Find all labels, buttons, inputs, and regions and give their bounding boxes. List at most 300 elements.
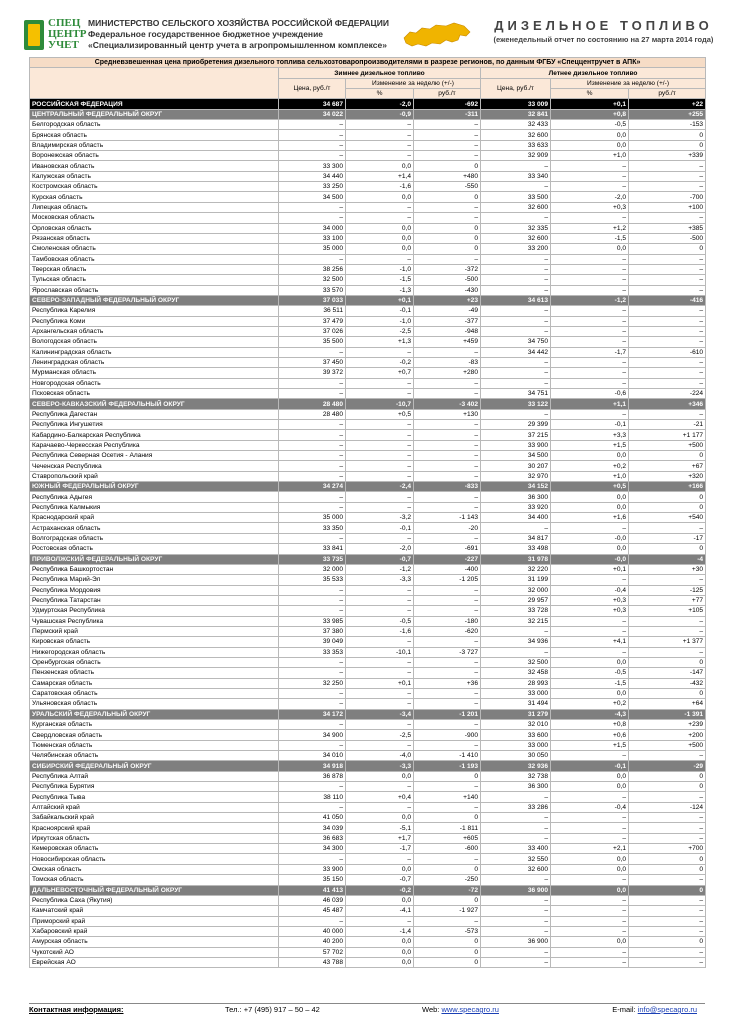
summer-price: 30 207 bbox=[481, 461, 551, 471]
table-row bbox=[30, 906, 706, 916]
org-line-2: Федеральное государственное бюджетное учреждение bbox=[88, 29, 324, 39]
summer-change-rub: 0 bbox=[629, 544, 706, 554]
summer-change-rub: – bbox=[629, 957, 706, 967]
summer-change-pct: +1,5 bbox=[551, 740, 629, 750]
winter-price: – bbox=[279, 782, 346, 792]
summer-price: 31 978 bbox=[481, 554, 551, 564]
summer-price: – bbox=[481, 306, 551, 316]
winter-price: – bbox=[279, 451, 346, 461]
summer-price: 33 500 bbox=[481, 192, 551, 202]
summer-price: – bbox=[481, 906, 551, 916]
summer-change-rub: – bbox=[629, 906, 706, 916]
summer-price: – bbox=[481, 823, 551, 833]
winter-change-pct: -1,0 bbox=[346, 316, 414, 326]
winter-change-pct: – bbox=[346, 595, 414, 605]
summer-price: 30 050 bbox=[481, 751, 551, 761]
winter-change-pct: – bbox=[346, 699, 414, 709]
table-row bbox=[30, 585, 706, 595]
district-row bbox=[30, 109, 706, 119]
region-name: Свердловская область bbox=[30, 730, 279, 740]
summer-price: 34 442 bbox=[481, 347, 551, 357]
region-name: Костромская область bbox=[30, 182, 279, 192]
email-link[interactable]: info@specagro.ru bbox=[637, 1005, 697, 1014]
district-row bbox=[30, 295, 706, 305]
table-row bbox=[30, 957, 706, 967]
winter-change-rub: -500 bbox=[414, 275, 481, 285]
winter-change-pct: – bbox=[346, 471, 414, 481]
summer-price: – bbox=[481, 833, 551, 843]
winter-change-rub: -83 bbox=[414, 357, 481, 367]
summer-change-pct: -0,0 bbox=[551, 533, 629, 543]
winter-price: 34 022 bbox=[279, 109, 346, 119]
winter-price: 34 039 bbox=[279, 823, 346, 833]
summer-change-rub: 0 bbox=[629, 451, 706, 461]
summer-change-pct: -2,0 bbox=[551, 192, 629, 202]
summer-price: 36 900 bbox=[481, 885, 551, 895]
region-name: Московская область bbox=[30, 213, 279, 223]
org-line-3: «Специализированный центр учета в агропромышленном комплексе» bbox=[88, 40, 387, 50]
table-row bbox=[30, 420, 706, 430]
winter-change-rub: -600 bbox=[414, 844, 481, 854]
summer-change-rub: 0 bbox=[629, 937, 706, 947]
summer-change-pct: +0,3 bbox=[551, 595, 629, 605]
summer-price: 32 500 bbox=[481, 657, 551, 667]
region-name: Еврейская АО bbox=[30, 957, 279, 967]
winter-change-rub: – bbox=[414, 451, 481, 461]
winter-price: 34 000 bbox=[279, 223, 346, 233]
summer-change-pct: – bbox=[551, 906, 629, 916]
summer-change-pct: -0,5 bbox=[551, 120, 629, 130]
table-row bbox=[30, 347, 706, 357]
winter-change-rub: – bbox=[414, 688, 481, 698]
summer-price: 33 600 bbox=[481, 730, 551, 740]
winter-change-rub: – bbox=[414, 389, 481, 399]
summer-change-pct: – bbox=[551, 368, 629, 378]
summer-change-rub: – bbox=[629, 161, 706, 171]
summer-change-rub: 0 bbox=[629, 244, 706, 254]
winter-price: 34 010 bbox=[279, 751, 346, 761]
summer-price: 29 399 bbox=[481, 420, 551, 430]
web-link[interactable]: www.specagro.ru bbox=[441, 1005, 499, 1014]
summer-change-pct: +0,8 bbox=[551, 109, 629, 119]
summer-price: 34 817 bbox=[481, 533, 551, 543]
winter-change-rub: – bbox=[414, 347, 481, 357]
region-name: Удмуртская Республика bbox=[30, 606, 279, 616]
summer-change-pct: – bbox=[551, 306, 629, 316]
summer-change-pct: +0,3 bbox=[551, 606, 629, 616]
header-summer-price: Цена, руб./т bbox=[481, 78, 551, 99]
winter-price: 38 256 bbox=[279, 264, 346, 274]
winter-price: 33 353 bbox=[279, 647, 346, 657]
winter-change-pct: – bbox=[346, 378, 414, 388]
summer-change-rub: – bbox=[629, 823, 706, 833]
summer-change-rub: – bbox=[629, 285, 706, 295]
summer-price: 36 900 bbox=[481, 937, 551, 947]
summer-change-pct: – bbox=[551, 875, 629, 885]
summer-change-pct: – bbox=[551, 285, 629, 295]
winter-price: 41 413 bbox=[279, 885, 346, 895]
summer-change-pct: – bbox=[551, 182, 629, 192]
summer-change-rub: 0 bbox=[629, 864, 706, 874]
winter-price: – bbox=[279, 720, 346, 730]
winter-change-rub: +23 bbox=[414, 295, 481, 305]
winter-change-rub: – bbox=[414, 430, 481, 440]
russia-map-icon bbox=[402, 20, 472, 50]
summer-change-rub: 0 bbox=[629, 492, 706, 502]
summer-price: 32 000 bbox=[481, 585, 551, 595]
winter-price: – bbox=[279, 916, 346, 926]
summer-change-rub: -124 bbox=[629, 802, 706, 812]
winter-change-pct: – bbox=[346, 657, 414, 667]
summer-price: – bbox=[481, 254, 551, 264]
summer-change-rub: – bbox=[629, 326, 706, 336]
summer-change-rub: +346 bbox=[629, 399, 706, 409]
summer-price: 34 936 bbox=[481, 637, 551, 647]
summer-price: 33 498 bbox=[481, 544, 551, 554]
summer-change-rub: +67 bbox=[629, 461, 706, 471]
region-name: Вологодская область bbox=[30, 337, 279, 347]
summer-price: 32 335 bbox=[481, 223, 551, 233]
summer-price: 33 728 bbox=[481, 606, 551, 616]
winter-change-pct: -0,9 bbox=[346, 109, 414, 119]
summer-price: – bbox=[481, 895, 551, 905]
summer-price: 32 600 bbox=[481, 202, 551, 212]
winter-change-rub: – bbox=[414, 720, 481, 730]
summer-price: 33 000 bbox=[481, 688, 551, 698]
table-row bbox=[30, 947, 706, 957]
winter-change-pct: – bbox=[346, 740, 414, 750]
table-row bbox=[30, 213, 706, 223]
winter-change-rub: 0 bbox=[414, 864, 481, 874]
winter-change-rub: 0 bbox=[414, 813, 481, 823]
region-name: Амурская область bbox=[30, 937, 279, 947]
summer-price: 32 936 bbox=[481, 761, 551, 771]
region-name: Республика Татарстан bbox=[30, 595, 279, 605]
winter-price: 37 380 bbox=[279, 626, 346, 636]
summer-change-pct: -0,6 bbox=[551, 389, 629, 399]
winter-price: 35 500 bbox=[279, 337, 346, 347]
winter-change-rub: 0 bbox=[414, 957, 481, 967]
table-row bbox=[30, 782, 706, 792]
summer-change-rub: +500 bbox=[629, 440, 706, 450]
winter-change-pct: – bbox=[346, 140, 414, 150]
summer-change-rub: 0 bbox=[629, 885, 706, 895]
table-row bbox=[30, 285, 706, 295]
region-name: Кировская область bbox=[30, 637, 279, 647]
table-row bbox=[30, 502, 706, 512]
summer-price: 34 751 bbox=[481, 389, 551, 399]
summer-change-rub: – bbox=[629, 833, 706, 843]
region-name: Республика Коми bbox=[30, 316, 279, 326]
district-row bbox=[30, 885, 706, 895]
winter-change-rub: -180 bbox=[414, 616, 481, 626]
region-name: Ростовская область bbox=[30, 544, 279, 554]
winter-change-rub: 0 bbox=[414, 233, 481, 243]
summer-change-pct: -0,4 bbox=[551, 802, 629, 812]
winter-price: 37 479 bbox=[279, 316, 346, 326]
summer-price: – bbox=[481, 368, 551, 378]
price-table bbox=[29, 57, 706, 968]
summer-change-rub: – bbox=[629, 875, 706, 885]
header-winter-pct: % bbox=[346, 89, 414, 99]
winter-change-pct: – bbox=[346, 451, 414, 461]
summer-change-pct: +0,1 bbox=[551, 99, 629, 109]
winter-change-pct: – bbox=[346, 606, 414, 616]
winter-price: 35 533 bbox=[279, 575, 346, 585]
table-row bbox=[30, 202, 706, 212]
region-name: Тюменская область bbox=[30, 740, 279, 750]
summer-change-rub: 0 bbox=[629, 502, 706, 512]
table-row bbox=[30, 647, 706, 657]
summer-change-pct: +1,0 bbox=[551, 471, 629, 481]
summer-price: 32 970 bbox=[481, 471, 551, 481]
summer-change-pct: -1,7 bbox=[551, 347, 629, 357]
summer-change-pct: +1,1 bbox=[551, 399, 629, 409]
summer-price: – bbox=[481, 409, 551, 419]
winter-change-pct: +1,7 bbox=[346, 833, 414, 843]
email-label: E-mail: bbox=[612, 1005, 638, 1014]
winter-price: – bbox=[279, 595, 346, 605]
winter-change-pct: – bbox=[346, 120, 414, 130]
winter-change-pct: +0,1 bbox=[346, 295, 414, 305]
winter-change-pct: – bbox=[346, 254, 414, 264]
summer-change-pct: 0,0 bbox=[551, 140, 629, 150]
summer-change-rub: – bbox=[629, 575, 706, 585]
winter-change-pct: -2,5 bbox=[346, 730, 414, 740]
table-row bbox=[30, 523, 706, 533]
region-name: Республика Башкортостан bbox=[30, 564, 279, 574]
table-row bbox=[30, 740, 706, 750]
district-row bbox=[30, 761, 706, 771]
summer-change-pct: – bbox=[551, 326, 629, 336]
winter-change-rub: – bbox=[414, 151, 481, 161]
region-name: Липецкая область bbox=[30, 202, 279, 212]
winter-change-pct: – bbox=[346, 585, 414, 595]
summer-change-rub: +105 bbox=[629, 606, 706, 616]
summer-change-rub: – bbox=[629, 792, 706, 802]
winter-change-pct: – bbox=[346, 637, 414, 647]
winter-price: 35 000 bbox=[279, 244, 346, 254]
winter-change-pct: +0,5 bbox=[346, 409, 414, 419]
summer-change-pct: -1,5 bbox=[551, 233, 629, 243]
winter-change-pct: – bbox=[346, 533, 414, 543]
winter-price: 40 000 bbox=[279, 926, 346, 936]
summer-change-rub: – bbox=[629, 751, 706, 761]
summer-change-rub: +100 bbox=[629, 202, 706, 212]
summer-change-rub: -4 bbox=[629, 554, 706, 564]
winter-price: – bbox=[279, 461, 346, 471]
summer-change-pct: – bbox=[551, 264, 629, 274]
winter-change-pct: -2,0 bbox=[346, 544, 414, 554]
winter-change-rub: -1 201 bbox=[414, 709, 481, 719]
winter-price: – bbox=[279, 585, 346, 595]
table-row bbox=[30, 389, 706, 399]
winter-price: 40 200 bbox=[279, 937, 346, 947]
winter-price: 45 487 bbox=[279, 906, 346, 916]
region-name: СИБИРСКИЙ ФЕДЕРАЛЬНЫЙ ОКРУГ bbox=[30, 761, 279, 771]
winter-change-rub: -573 bbox=[414, 926, 481, 936]
winter-change-rub: – bbox=[414, 202, 481, 212]
winter-price: 32 500 bbox=[279, 275, 346, 285]
region-name: ДАЛЬНЕВОСТОЧНЫЙ ФЕДЕРАЛЬНЫЙ ОКРУГ bbox=[30, 885, 279, 895]
summer-price: 36 300 bbox=[481, 492, 551, 502]
region-name: Республика Ингушетия bbox=[30, 420, 279, 430]
winter-price: – bbox=[279, 378, 346, 388]
winter-change-pct: -2,4 bbox=[346, 482, 414, 492]
winter-price: 37 450 bbox=[279, 357, 346, 367]
summer-change-pct: +0,2 bbox=[551, 699, 629, 709]
summer-change-pct: – bbox=[551, 947, 629, 957]
summer-change-pct: – bbox=[551, 316, 629, 326]
summer-change-rub: – bbox=[629, 916, 706, 926]
winter-change-pct: +0,4 bbox=[346, 792, 414, 802]
region-name: Чеченская Республика bbox=[30, 461, 279, 471]
summer-change-pct: – bbox=[551, 523, 629, 533]
summer-price: 34 613 bbox=[481, 295, 551, 305]
region-name: Алтайский край bbox=[30, 802, 279, 812]
winter-change-pct: – bbox=[346, 916, 414, 926]
table-row bbox=[30, 233, 706, 243]
contact-phone: Тел.: +7 (495) 917 – 50 – 42 bbox=[225, 1005, 320, 1014]
winter-price: – bbox=[279, 740, 346, 750]
summer-change-rub: 0 bbox=[629, 130, 706, 140]
summer-price: – bbox=[481, 626, 551, 636]
summer-change-rub: – bbox=[629, 813, 706, 823]
table-row bbox=[30, 771, 706, 781]
summer-change-pct: – bbox=[551, 357, 629, 367]
summer-change-pct: – bbox=[551, 161, 629, 171]
winter-change-rub: +36 bbox=[414, 678, 481, 688]
winter-change-rub: – bbox=[414, 471, 481, 481]
summer-change-pct: -0,1 bbox=[551, 761, 629, 771]
table-header-row-1 bbox=[30, 68, 706, 78]
winter-change-rub: -1 205 bbox=[414, 575, 481, 585]
winter-price: 34 172 bbox=[279, 709, 346, 719]
contact-web bbox=[422, 1005, 499, 1014]
winter-price: – bbox=[279, 430, 346, 440]
region-name: СЕВЕРО-ЗАПАДНЫЙ ФЕДЕРАЛЬНЫЙ ОКРУГ bbox=[30, 295, 279, 305]
winter-change-rub: – bbox=[414, 213, 481, 223]
summer-change-rub: – bbox=[629, 182, 706, 192]
summer-change-rub: – bbox=[629, 523, 706, 533]
winter-price: 35 000 bbox=[279, 513, 346, 523]
winter-change-rub: -377 bbox=[414, 316, 481, 326]
winter-change-rub: -692 bbox=[414, 99, 481, 109]
winter-price: – bbox=[279, 389, 346, 399]
summer-price: – bbox=[481, 264, 551, 274]
summer-change-rub: +166 bbox=[629, 482, 706, 492]
winter-change-pct: -3,3 bbox=[346, 761, 414, 771]
summer-change-pct: – bbox=[551, 616, 629, 626]
winter-price: 33 350 bbox=[279, 523, 346, 533]
region-name: Чувашская Республика bbox=[30, 616, 279, 626]
summer-change-rub: – bbox=[629, 357, 706, 367]
winter-change-rub: – bbox=[414, 740, 481, 750]
region-name: Хабаровский край bbox=[30, 926, 279, 936]
summer-change-rub: – bbox=[629, 254, 706, 264]
region-name: Самарская область bbox=[30, 678, 279, 688]
winter-change-pct: 0,0 bbox=[346, 957, 414, 967]
winter-price: – bbox=[279, 347, 346, 357]
region-name: ЮЖНЫЙ ФЕДЕРАЛЬНЫЙ ОКРУГ bbox=[30, 482, 279, 492]
winter-price: 46 039 bbox=[279, 895, 346, 905]
winter-price: 28 480 bbox=[279, 399, 346, 409]
winter-price: 33 841 bbox=[279, 544, 346, 554]
header-winter: Зимнее дизельное топливо bbox=[279, 68, 481, 78]
summer-change-pct: – bbox=[551, 823, 629, 833]
winter-change-pct: – bbox=[346, 430, 414, 440]
header-winter-change: Изменение за неделю (+/-) bbox=[346, 78, 481, 88]
region-name: Нижегородская область bbox=[30, 647, 279, 657]
summer-change-rub: – bbox=[629, 947, 706, 957]
summer-price: 33 122 bbox=[481, 399, 551, 409]
summer-price: 34 400 bbox=[481, 513, 551, 523]
winter-price: 35 150 bbox=[279, 875, 346, 885]
region-name: ЦЕНТРАЛЬНЫЙ ФЕДЕРАЛЬНЫЙ ОКРУГ bbox=[30, 109, 279, 119]
region-name: Иркутская область bbox=[30, 833, 279, 843]
summer-change-rub: +1 177 bbox=[629, 430, 706, 440]
summer-change-rub: -147 bbox=[629, 668, 706, 678]
logo-line-2: ЦЕНТР bbox=[48, 28, 87, 40]
winter-change-rub: – bbox=[414, 657, 481, 667]
winter-change-rub: +480 bbox=[414, 171, 481, 181]
summer-price: – bbox=[481, 792, 551, 802]
region-name: Новосибирская область bbox=[30, 854, 279, 864]
region-name: Брянская область bbox=[30, 130, 279, 140]
table-row bbox=[30, 337, 706, 347]
summer-change-rub: -1 391 bbox=[629, 709, 706, 719]
region-name: Карачаево-Черкесская Республика bbox=[30, 440, 279, 450]
logo-line-3: УЧЕТ bbox=[48, 39, 79, 51]
winter-price: 39 372 bbox=[279, 368, 346, 378]
report-header bbox=[0, 0, 730, 56]
winter-change-rub: -250 bbox=[414, 875, 481, 885]
table-row bbox=[30, 792, 706, 802]
summer-change-pct: +0,2 bbox=[551, 461, 629, 471]
region-name: Ярославская область bbox=[30, 285, 279, 295]
winter-change-pct: – bbox=[346, 130, 414, 140]
winter-change-pct: -3,3 bbox=[346, 575, 414, 585]
summer-price: 31 199 bbox=[481, 575, 551, 585]
footer bbox=[29, 1003, 705, 1015]
winter-change-pct: -1,0 bbox=[346, 264, 414, 274]
summer-change-pct: 0,0 bbox=[551, 502, 629, 512]
winter-change-rub: -948 bbox=[414, 326, 481, 336]
summer-change-pct: 0,0 bbox=[551, 688, 629, 698]
summer-price: 31 279 bbox=[481, 709, 551, 719]
summer-change-rub: – bbox=[629, 264, 706, 274]
summer-change-pct: +1,6 bbox=[551, 513, 629, 523]
winter-price: – bbox=[279, 130, 346, 140]
summer-change-pct: 0,0 bbox=[551, 657, 629, 667]
region-name: УРАЛЬСКИЙ ФЕДЕРАЛЬНЫЙ ОКРУГ bbox=[30, 709, 279, 719]
winter-price: 28 480 bbox=[279, 409, 346, 419]
winter-change-pct: -1,6 bbox=[346, 626, 414, 636]
summer-change-rub: +320 bbox=[629, 471, 706, 481]
summer-change-pct: – bbox=[551, 575, 629, 585]
summer-change-pct: -1,2 bbox=[551, 295, 629, 305]
summer-price: 34 500 bbox=[481, 451, 551, 461]
table-row bbox=[30, 316, 706, 326]
winter-price: – bbox=[279, 254, 346, 264]
winter-change-rub: 0 bbox=[414, 771, 481, 781]
table-row bbox=[30, 864, 706, 874]
winter-change-rub: 0 bbox=[414, 895, 481, 905]
table-row bbox=[30, 688, 706, 698]
winter-change-rub: 0 bbox=[414, 223, 481, 233]
table-caption-row bbox=[30, 58, 706, 68]
winter-change-rub: -227 bbox=[414, 554, 481, 564]
